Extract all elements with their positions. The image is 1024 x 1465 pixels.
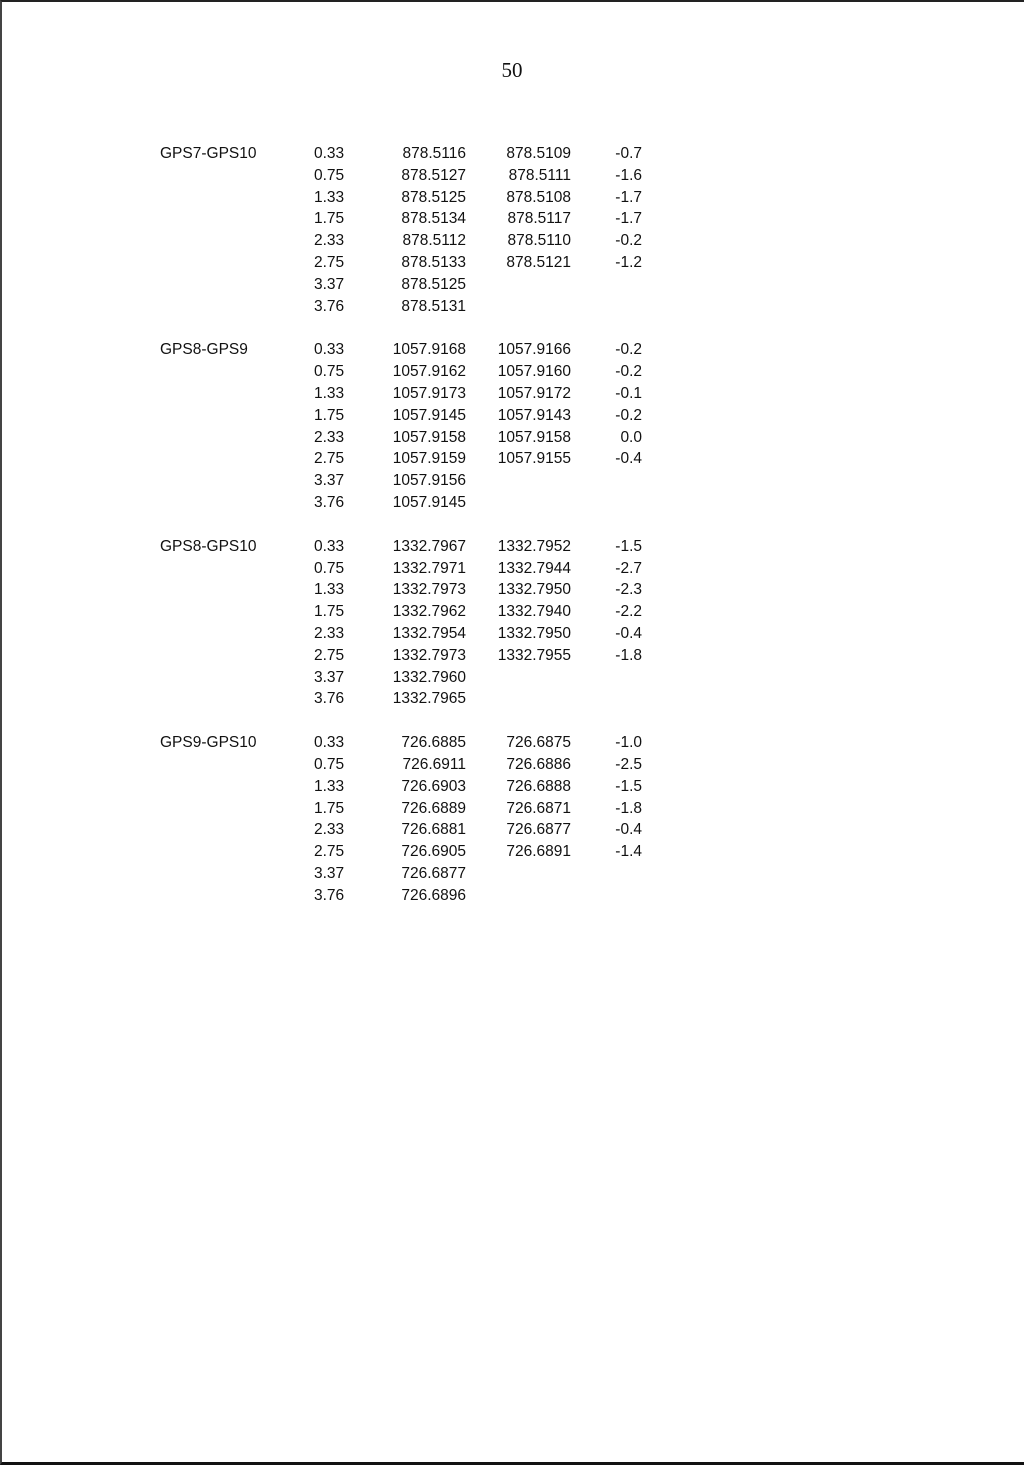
time-cell: 0.75 (314, 755, 345, 773)
distance-a-cell: 878.5112 (402, 232, 466, 250)
time-cell: 0.33 (314, 145, 345, 162)
distance-a-cell: 726.6903 (401, 777, 466, 795)
distance-b-cell: 1332.7950 (497, 624, 571, 642)
distance-a-cell: 1057.9158 (392, 428, 466, 446)
distance-a-cell: 726.6885 (401, 734, 466, 752)
distance-a-cell: 1057.9162 (392, 363, 466, 381)
time-cell: 1.33 (314, 581, 345, 599)
distance-b-cell: 1057.9172 (497, 384, 571, 402)
distance-a-cell: 726.6905 (401, 843, 466, 861)
distance-a-cell: 878.5127 (401, 166, 466, 184)
difference-cell: -1.5 (615, 537, 642, 555)
distance-b-cell: 1057.9155 (497, 450, 571, 468)
time-cell: 1.33 (314, 777, 345, 795)
difference-cell: -1.7 (615, 210, 642, 228)
distance-a-cell: 1057.9145 (392, 406, 466, 424)
difference-cell: -2.5 (615, 755, 642, 773)
time-cell: 0.33 (314, 537, 345, 555)
difference-cell: -1.5 (615, 777, 642, 795)
distance-b-cell: 1332.7950 (497, 581, 571, 599)
distance-b-cell: 878.5111 (508, 166, 571, 184)
difference-cell: -2.2 (615, 603, 642, 621)
distance-a-cell: 878.5131 (401, 297, 466, 315)
time-cell: 0.75 (314, 559, 345, 577)
difference-cell: -0.7 (615, 145, 642, 162)
difference-cell: -0.2 (615, 406, 642, 424)
distance-b-cell: 878.5121 (506, 253, 571, 271)
difference-cell: -1.8 (615, 646, 642, 664)
page-number: 50 (501, 58, 523, 82)
time-cell: 3.37 (314, 275, 345, 293)
difference-cell: -0.4 (615, 821, 642, 839)
distance-a-cell: 878.5125 (401, 188, 466, 206)
time-cell: 3.37 (314, 668, 345, 686)
time-cell: 2.33 (314, 821, 345, 839)
difference-cell: -1.8 (615, 799, 642, 817)
baseline-label: GPS8-GPS9 (160, 341, 248, 359)
distance-b-cell: 726.6877 (506, 821, 571, 839)
distance-a-cell: 1332.7967 (392, 537, 466, 555)
distance-a-cell: 1332.7962 (392, 603, 466, 621)
time-cell: 1.33 (314, 188, 345, 206)
distance-a-cell: 878.5116 (402, 145, 466, 162)
distance-a-cell: 726.6881 (401, 821, 466, 839)
time-cell: 2.75 (314, 843, 345, 861)
time-cell: 3.37 (314, 472, 345, 490)
time-cell: 0.33 (314, 341, 345, 359)
distance-a-cell: 726.6889 (401, 799, 466, 817)
baseline-label: GPS7-GPS10 (160, 145, 257, 162)
difference-cell: -0.1 (615, 384, 642, 402)
difference-cell: -1.2 (615, 253, 642, 271)
distance-b-cell: 878.5108 (506, 188, 571, 206)
time-cell: 2.33 (314, 232, 345, 250)
distance-b-cell: 878.5109 (506, 145, 571, 162)
difference-cell: -2.7 (615, 559, 642, 577)
difference-cell: -1.7 (615, 188, 642, 206)
distance-a-cell: 1332.7971 (392, 559, 466, 577)
distance-a-cell: 1057.9145 (392, 493, 466, 511)
time-cell: 1.75 (314, 406, 345, 424)
time-cell: 3.76 (314, 690, 345, 708)
distance-b-cell: 1332.7944 (497, 559, 571, 577)
time-cell: 0.33 (314, 734, 345, 752)
distance-b-cell: 726.6875 (506, 734, 571, 752)
distance-a-cell: 1332.7960 (392, 668, 466, 686)
time-cell: 1.75 (314, 603, 345, 621)
difference-cell: 0.0 (620, 428, 642, 446)
distance-a-cell: 1332.7954 (392, 624, 466, 642)
time-cell: 0.75 (314, 363, 345, 381)
distance-b-cell: 726.6891 (506, 843, 571, 861)
difference-cell: -1.0 (615, 734, 642, 752)
distance-a-cell: 1057.9173 (392, 384, 466, 402)
distance-b-cell: 1057.9160 (497, 363, 571, 381)
distance-a-cell: 1332.7965 (392, 690, 466, 708)
difference-cell: -0.2 (615, 363, 642, 381)
difference-cell: -0.4 (615, 624, 642, 642)
distance-a-cell: 1332.7973 (392, 581, 466, 599)
distance-b-cell: 878.5117 (507, 210, 571, 228)
baseline-label: GPS9-GPS10 (160, 734, 257, 752)
distance-b-cell: 1332.7940 (497, 603, 571, 621)
time-cell: 1.33 (314, 384, 345, 402)
distance-a-cell: 726.6911 (402, 755, 466, 773)
difference-cell: -0.4 (615, 450, 642, 468)
difference-cell: -0.2 (615, 232, 642, 250)
distance-a-cell: 878.5125 (401, 275, 466, 293)
distance-a-cell: 1057.9159 (392, 450, 466, 468)
distance-b-cell: 1057.9143 (497, 406, 571, 424)
distance-a-cell: 1332.7973 (392, 646, 466, 664)
time-cell: 2.75 (314, 253, 345, 271)
time-cell: 2.33 (314, 624, 345, 642)
distance-b-cell: 878.5110 (507, 232, 571, 250)
time-cell: 3.76 (314, 886, 345, 904)
time-cell: 1.75 (314, 210, 345, 228)
distance-a-cell: 1057.9168 (392, 341, 466, 359)
time-cell: 2.75 (314, 646, 345, 664)
time-cell: 2.75 (314, 450, 345, 468)
distance-a-cell: 1057.9156 (392, 472, 466, 490)
distance-b-cell: 726.6871 (506, 799, 571, 817)
difference-cell: -1.6 (615, 166, 642, 184)
distance-b-cell: 1332.7952 (497, 537, 571, 555)
difference-cell: -0.2 (615, 341, 642, 359)
time-cell: 3.76 (314, 493, 345, 511)
distance-a-cell: 726.6896 (401, 886, 466, 904)
distance-a-cell: 726.6877 (401, 864, 466, 882)
time-cell: 1.75 (314, 799, 345, 817)
difference-cell: -2.3 (615, 581, 642, 599)
distance-b-cell: 726.6888 (506, 777, 571, 795)
time-cell: 3.37 (314, 864, 345, 882)
distance-b-cell: 1332.7955 (497, 646, 571, 664)
difference-cell: -1.4 (615, 843, 642, 861)
distance-a-cell: 878.5133 (401, 253, 466, 271)
distance-b-cell: 1057.9166 (497, 341, 571, 359)
time-cell: 0.75 (314, 166, 345, 184)
time-cell: 2.33 (314, 428, 345, 446)
time-cell: 3.76 (314, 297, 345, 315)
baseline-label: GPS8-GPS10 (160, 537, 257, 555)
distance-b-cell: 1057.9158 (497, 428, 571, 446)
distance-b-cell: 726.6886 (506, 755, 571, 773)
distance-a-cell: 878.5134 (401, 210, 466, 228)
